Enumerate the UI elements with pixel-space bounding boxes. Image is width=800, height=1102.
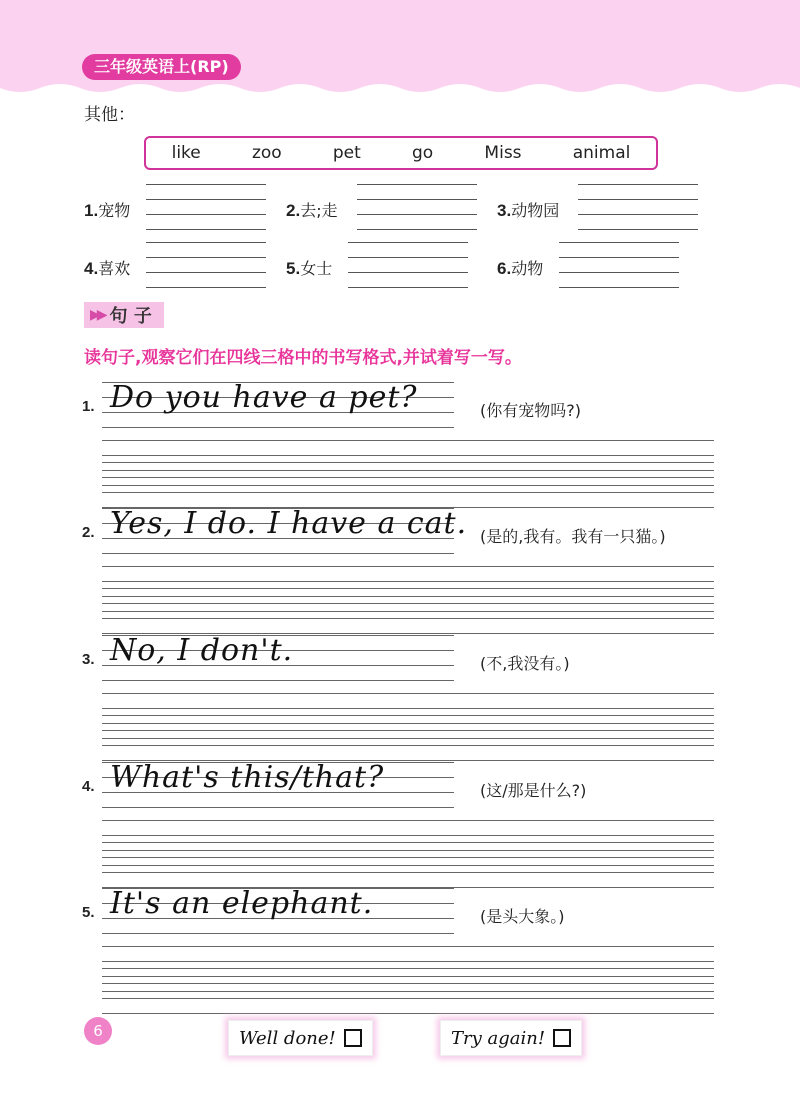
sentence-translation: (是的,我有。我有一只猫。)	[480, 527, 666, 546]
try-again-checkbox[interactable]	[440, 1020, 582, 1056]
model-sentence: What's this/that?	[110, 760, 385, 795]
vocab-item-1: 1.宠物	[84, 201, 131, 220]
vocab-item-2: 2.去;走	[286, 201, 338, 220]
word-bank-item: pet	[332, 143, 361, 163]
vocab-item-5: 5.女士	[286, 259, 333, 278]
vocab-item-6: 6.动物	[497, 259, 544, 278]
page-number: 6	[84, 1017, 112, 1045]
word-bank-item: Miss	[484, 143, 522, 163]
word-bank-item: go	[412, 143, 434, 163]
practice-writing-guide[interactable]	[102, 588, 714, 634]
sentence-translation: (是头大象。)	[480, 907, 565, 926]
model-sentence: Do you have a pet?	[110, 380, 418, 415]
model-sentence: It's an elephant.	[110, 886, 374, 921]
section-tag	[84, 302, 164, 328]
word-bank	[144, 136, 658, 170]
practice-writing-guide[interactable]	[102, 842, 714, 888]
instruction-text: 读句子,观察它们在四线三格中的书写格式,并试着写一写。	[84, 348, 522, 368]
sentence-number: 4.	[82, 778, 95, 795]
word-bank-item: like	[171, 143, 201, 163]
sentence-translation: (不,我没有。)	[480, 654, 570, 673]
section-title: 句 子	[109, 306, 152, 327]
practice-writing-guide[interactable]	[102, 715, 714, 761]
sentence-translation: (你有宠物吗?)	[480, 401, 581, 420]
sentence-translation: (这/那是什么?)	[480, 781, 587, 800]
checkbox-icon[interactable]	[344, 1029, 362, 1047]
sentence-number: 1.	[82, 398, 95, 415]
try-again-label: Try again!	[451, 1027, 546, 1049]
sentence-number: 2.	[82, 524, 95, 541]
double-arrow-icon: ▶▶	[90, 307, 104, 323]
vocab-item-4: 4.喜欢	[84, 259, 131, 278]
checkbox-icon[interactable]	[553, 1029, 571, 1047]
word-bank-item: zoo	[251, 143, 282, 163]
sentence-number: 5.	[82, 904, 95, 921]
grade-tag: 三年级英语上(RP)	[82, 54, 241, 80]
practice-writing-guide[interactable]	[102, 462, 714, 508]
well-done-checkbox[interactable]	[228, 1020, 373, 1056]
others-label: 其他：	[84, 105, 135, 125]
model-sentence: Yes, I do. I have a cat.	[110, 506, 468, 541]
practice-writing-guide[interactable]	[102, 968, 714, 1014]
word-bank-item: animal	[572, 143, 631, 163]
vocab-item-3: 3.动物园	[497, 201, 560, 220]
model-sentence: No, I don't.	[110, 633, 294, 668]
well-done-label: Well done!	[239, 1027, 336, 1049]
sentence-number: 3.	[82, 651, 95, 668]
